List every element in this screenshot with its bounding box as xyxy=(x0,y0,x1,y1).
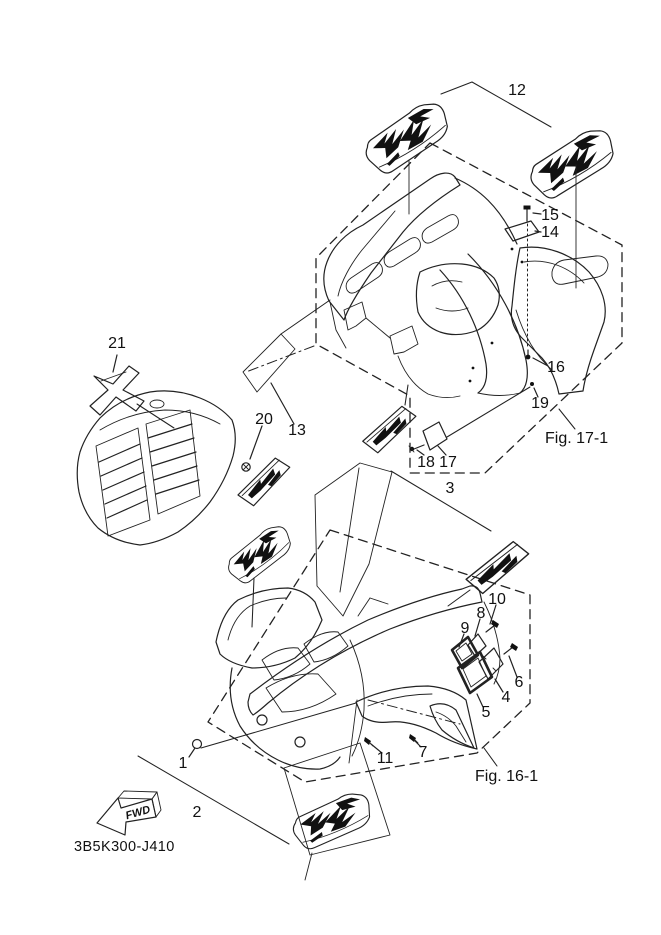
vent-hatch-left xyxy=(99,444,147,518)
fwd-label: FWD xyxy=(124,803,152,823)
callout-19: 19 xyxy=(531,395,549,412)
screw-15 xyxy=(524,206,531,222)
screw-10 xyxy=(486,620,499,632)
part-code: 3B5K300-J410 xyxy=(74,839,175,855)
flame-decal-bottom xyxy=(284,743,390,880)
callout-17: 17 xyxy=(439,454,457,471)
callout-13: 13 xyxy=(288,422,306,439)
rivet-18 xyxy=(409,445,424,452)
callout-20: 20 xyxy=(255,411,273,428)
decal-3-sheet xyxy=(315,463,491,616)
marker-19 xyxy=(530,382,534,386)
decal-12-left xyxy=(360,95,456,214)
decal-12-right xyxy=(525,122,621,288)
callout-2: 2 xyxy=(192,804,202,821)
callouts xyxy=(108,82,565,821)
fwd-arrow-icon xyxy=(97,791,161,835)
callout-12: 12 xyxy=(508,82,526,99)
leader-12 xyxy=(441,82,551,127)
screw-6 xyxy=(504,643,518,654)
callout-10: 10 xyxy=(488,591,506,608)
callout-1: 1 xyxy=(178,755,188,772)
callout-18: 18 xyxy=(417,454,435,471)
callout-14: 14 xyxy=(541,224,559,241)
callout-21: 21 xyxy=(108,335,126,352)
callout-15: 15 xyxy=(541,207,559,224)
rivet-7 xyxy=(409,734,418,743)
leader-2 xyxy=(138,756,289,844)
vent-hatch-right xyxy=(148,424,199,494)
figure-label-17-1: Fig. 17-1 xyxy=(545,430,609,447)
front-fender xyxy=(216,586,500,769)
callout-6: 6 xyxy=(514,674,524,691)
callout-8: 8 xyxy=(476,605,486,622)
callout-16: 16 xyxy=(547,359,565,376)
label-plate-17 xyxy=(423,387,530,450)
callout-9: 9 xyxy=(460,620,470,637)
side-decal-rear xyxy=(359,385,421,456)
figure-label-16-1: Fig. 16-1 xyxy=(475,768,539,785)
callout-4: 4 xyxy=(501,689,511,706)
leader-lines xyxy=(113,213,548,757)
callout-7: 7 xyxy=(418,744,428,761)
grommet-1 xyxy=(193,703,357,749)
flame-decal-front-left xyxy=(224,520,297,627)
callout-11: 11 xyxy=(376,750,394,767)
callout-3: 3 xyxy=(445,480,455,497)
callout-5: 5 xyxy=(481,704,491,721)
decal-13-sheet xyxy=(243,300,330,392)
screw-16 xyxy=(526,350,531,359)
emblem-20 xyxy=(234,454,295,509)
